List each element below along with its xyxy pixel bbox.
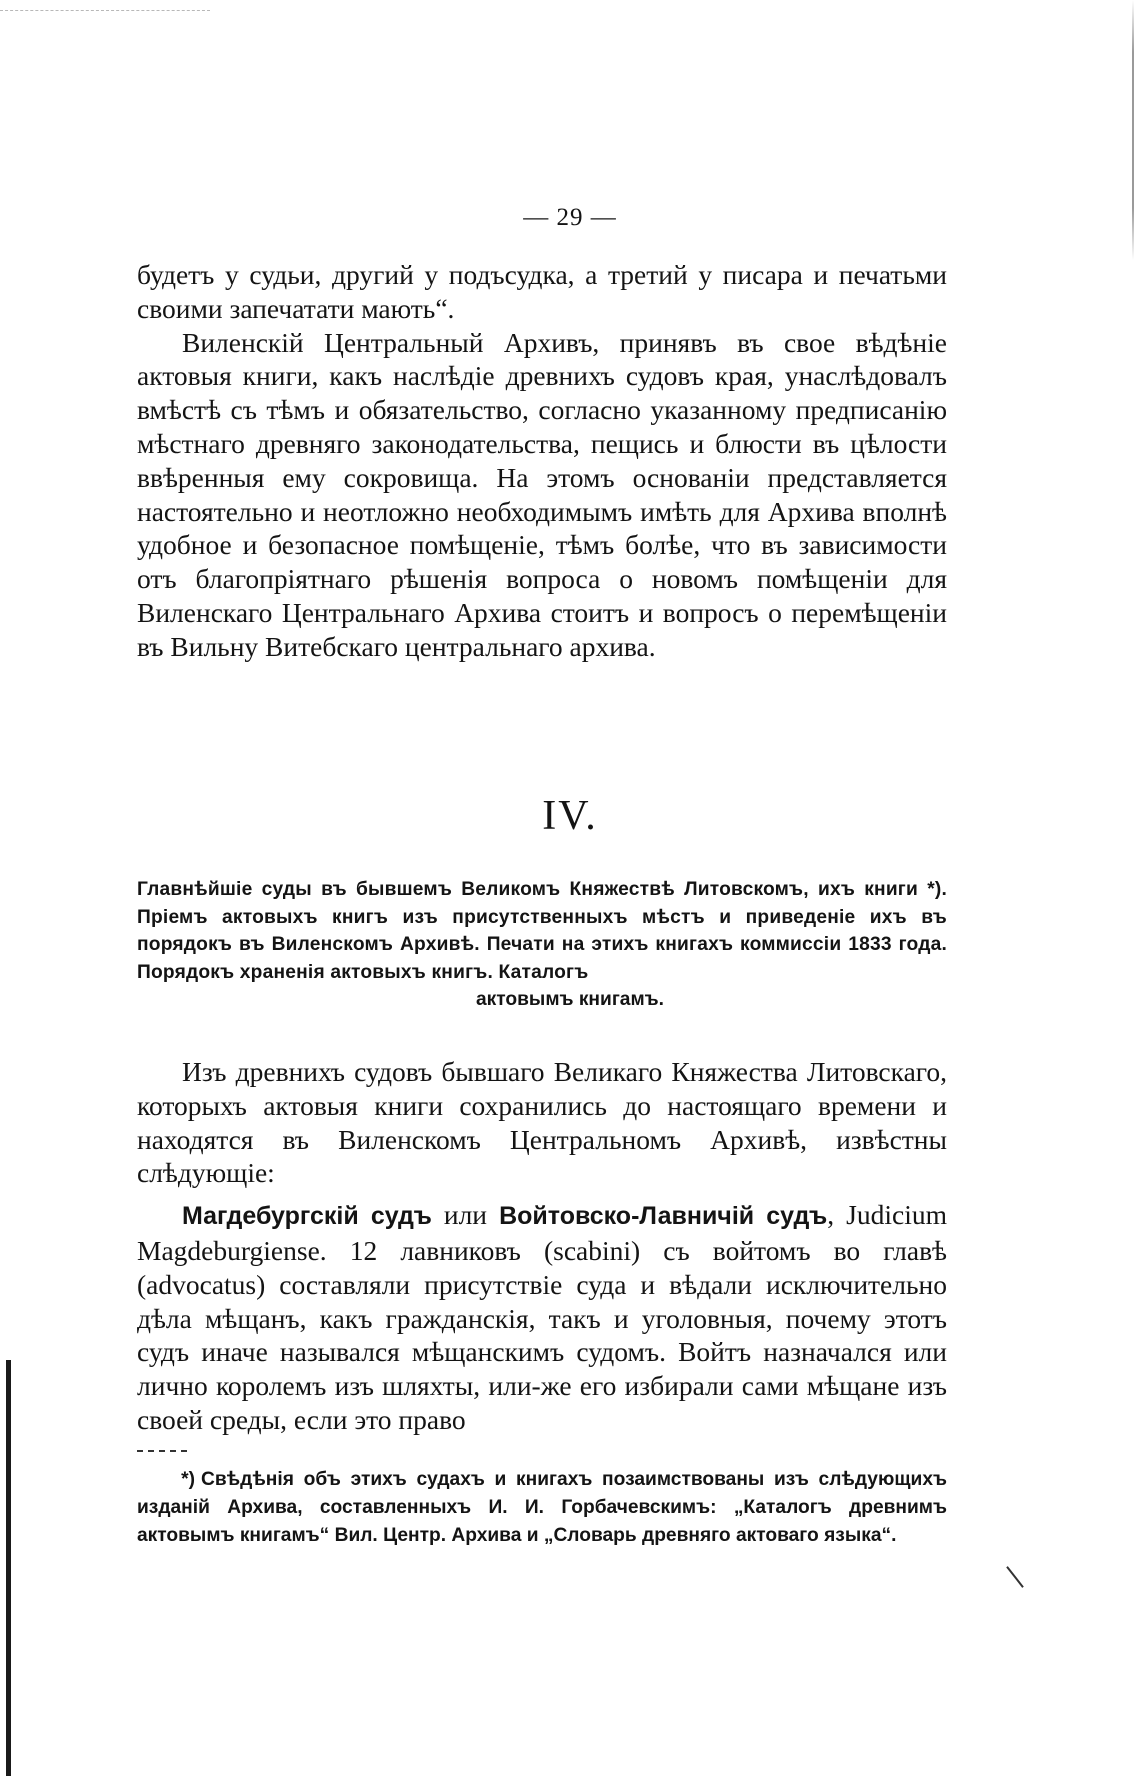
- footnote-marker: *): [181, 1469, 195, 1490]
- section-summary: Главнѣйшіе суды въ бывшемъ Великомъ Княжествѣ Литовскомъ, ихъ книги *). Пріемъ актовыхъ книгъ изъ присутственныхъ мѣстъ и приведеніе ихъ въ порядокъ въ Виленскомъ Архивѣ. Печати на этихъ книгахъ коммиссіи 1833 года. Порядокъ храненія актовыхъ книгъ. Каталогъ: [137, 879, 947, 983]
- page-number: — 29 —: [523, 204, 617, 231]
- paragraph-archive: Виленскій Центральный Архивъ, принявъ въ свое вѣдѣніе актовыя книги, какъ наслѣдіе древнихъ судовъ края, унаслѣдовалъ вмѣстѣ съ тѣмъ и обязательство, согласно указанному предписанію мѣстнаго древняго законодательства, пещись и блюсти въ цѣлости ввѣренныя ему сокровища. На этомъ основаніи представляется настоятельно и неотложно необходимымъ имѣть для Архива вполнѣ удобное и безопасное помѣщеніе, тѣмъ болѣе, что въ зависимости отъ благопріятнаго рѣшенія вопроса о новомъ помѣщеніи для Виленскаго Центральнаго Архива стоитъ и вопросъ о перемѣщеніи въ Вильну Витебскаго центральнаго архива.: [137, 326, 947, 662]
- court-description: , Judicium Magdeburgiense. 12 лавниковъ (scabini) съ войтомъ во главѣ (advocatus) составляли присутствіе суда и вѣдали исключительно дѣла мѣщанъ, какъ гражданскія, такъ и уголовныя, почему этотъ судъ иначе назывался мѣщанскимъ судомъ. Войтъ назначался или лично королемъ изъ шляхты, или-же его избирали сами мѣщане изъ своей среды, если это право: [137, 1199, 947, 1435]
- court-name-magdeburg: Магдебургскій судъ: [182, 1202, 432, 1231]
- scan-edge-line: [0, 10, 210, 11]
- paragraph-magdeburg-court: [137, 1198, 947, 1437]
- stray-ink-mark: [1006, 1566, 1024, 1588]
- court-name-voitovsko: Войтовско-Лавничій судъ: [499, 1202, 828, 1231]
- court-or: или: [431, 1199, 500, 1231]
- body-text-bottom: [137, 1055, 947, 1445]
- paragraph-courts-intro: Изъ древнихъ судовъ бывшаго Великаго Княжества Литовскаго, которыхъ актовыя книги сохранились до настоящаго времени и находятся въ Виленскомъ Центральномъ Архивѣ, извѣстны слѣдующіе:: [137, 1056, 947, 1189]
- footnote-rule: [137, 1450, 187, 1452]
- section-summary-last-line: актовымъ книгамъ.: [476, 989, 664, 1010]
- body-text-top: [137, 258, 947, 664]
- paragraph-continuation: будетъ у судьи, другий у подъсудка, а третий у писара и печатьми своими запечатати мають“.: [137, 259, 947, 324]
- footnote: [137, 1466, 947, 1550]
- footnote-text: Свѣдѣнія объ этихъ судахъ и книгахъ позаимствованы изъ слѣдующихъ изданій Архива, составленныхъ И. И. Горбачевскимъ: „Каталогъ древнимъ актовымъ книгамъ“ Вил. Центр. Архива и „Словарь древняго актоваго языка“.: [137, 1469, 947, 1546]
- binding-edge: [6, 1360, 11, 1776]
- section-heading: IV.: [542, 793, 598, 839]
